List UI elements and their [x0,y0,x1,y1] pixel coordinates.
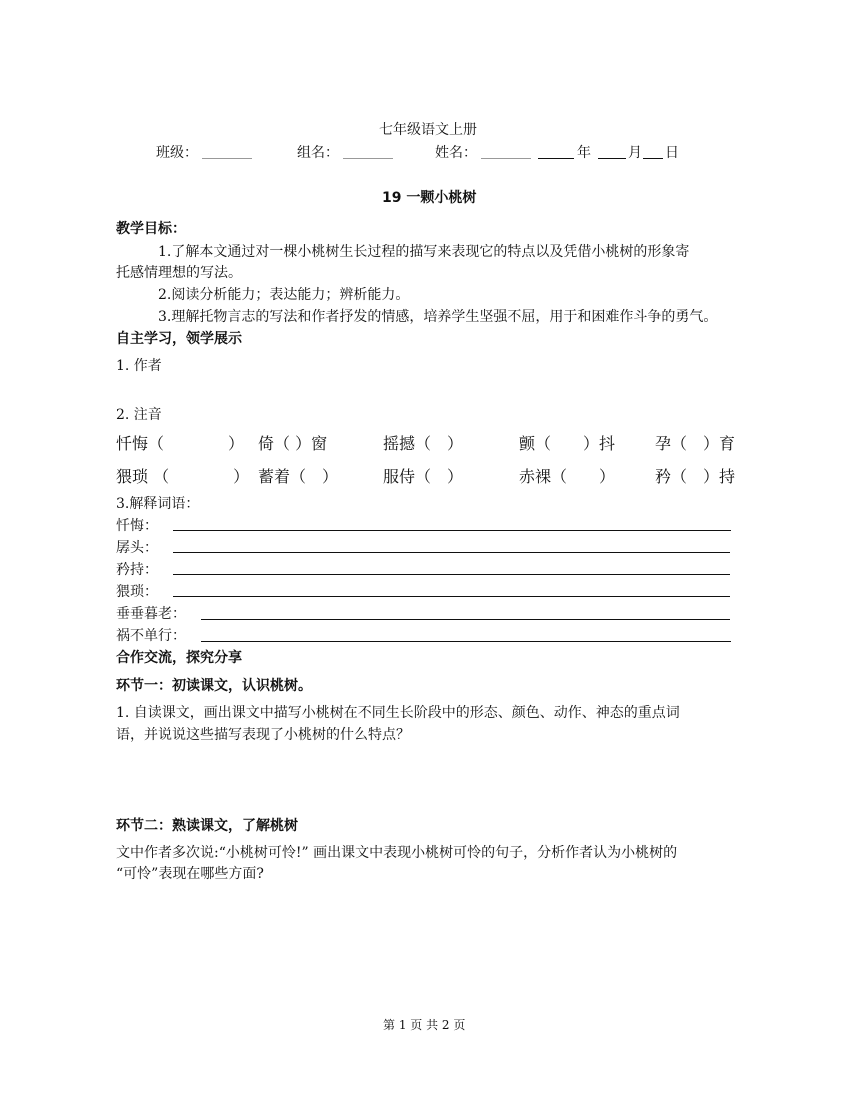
day-label: 日 [665,145,679,161]
pinyin-item: 倚（ ）窗 [258,434,328,453]
class-label: 班级： [156,145,198,161]
goal-3: 3.理解托物言志的写法和作者抒发的情感，培养学生坚强不屈，用于和困难作斗争的勇气。 [158,309,718,325]
answer-line[interactable] [173,574,730,575]
cooperation-heading: 合作交流，探究分享 [116,650,242,666]
pinyin-item: 矜（ ）持 [655,467,736,486]
day-blank [643,158,663,159]
month-label: 月 [628,145,642,161]
question-author: 1. 作者 [116,358,162,374]
pinyin-item: 猥琐 （ ） [116,467,250,486]
page-title: 七年级语文上册 [379,122,477,138]
month-blank [598,158,626,159]
vocab-term: 忏悔： [116,518,158,534]
vocab-term: 垂垂暮老： [116,606,186,622]
name-blank [481,158,531,159]
step2-title: 环节二：熟读课文，了解桃树 [116,818,298,834]
answer-line[interactable] [201,619,730,620]
class-blank [202,158,252,159]
answer-line[interactable] [201,641,731,642]
goal-2: 2.阅读分析能力；表达能力；辨析能力。 [158,287,410,303]
vocab-term: 猥琐： [116,584,158,600]
pinyin-item: 摇撼（ ） [383,434,464,453]
goal-1-line1: 1.了解本文通过对一棵小桃树生长过程的描写来表现它的特点以及凭借小桃树的形象寄 [158,244,690,260]
page-footer: 第 1 页 共 2 页 [383,1018,466,1032]
step1-title: 环节一：初读课文，认识桃树。 [116,678,312,694]
pinyin-item: 颤（ ）抖 [519,434,616,453]
lesson-title: 19 一颗小桃树 [382,190,477,206]
group-label: 组名： [297,145,339,161]
question-pinyin: 2. 注音 [116,407,162,423]
step1-question-line2: 语，并说说这些描写表现了小桃树的什么特点？ [116,727,410,743]
vocab-term: 祸不单行： [116,628,186,644]
year-blank [538,158,574,159]
vocab-term: 矜持： [116,562,158,578]
answer-line[interactable] [173,596,730,597]
step1-question-line1: 1. 自读课文，画出课文中描写小桃树在不同生长阶段中的形态、颜色、动作、神态的重点词 [116,705,680,721]
step2-question-line2: “可怜”表现在哪些方面? [116,866,264,882]
pinyin-item: 孕（ ）育 [655,434,736,453]
goals-heading: 教学目标： [116,221,186,237]
pinyin-item: 蓄着（ ） [258,467,339,486]
vocab-term: 孱头： [116,540,158,556]
question-vocab: 3.解释词语： [116,496,200,512]
year-label: 年 [577,145,591,161]
answer-line[interactable] [173,530,731,531]
answer-line[interactable] [173,552,730,553]
group-blank [343,158,393,159]
pinyin-item: 忏悔（ ） [116,434,245,453]
self-study-heading: 自主学习，领学展示 [116,331,242,347]
goal-1-line2: 托感情理想的写法。 [116,265,242,281]
pinyin-item: 赤裸（ ） [519,467,616,486]
name-label: 姓名： [435,145,477,161]
pinyin-item: 服侍（ ） [383,467,464,486]
step2-question-line1: 文中作者多次说:“小桃树可怜!” 画出课文中表现小桃树可怜的句子，分析作者认为小桃树的 [116,845,678,861]
